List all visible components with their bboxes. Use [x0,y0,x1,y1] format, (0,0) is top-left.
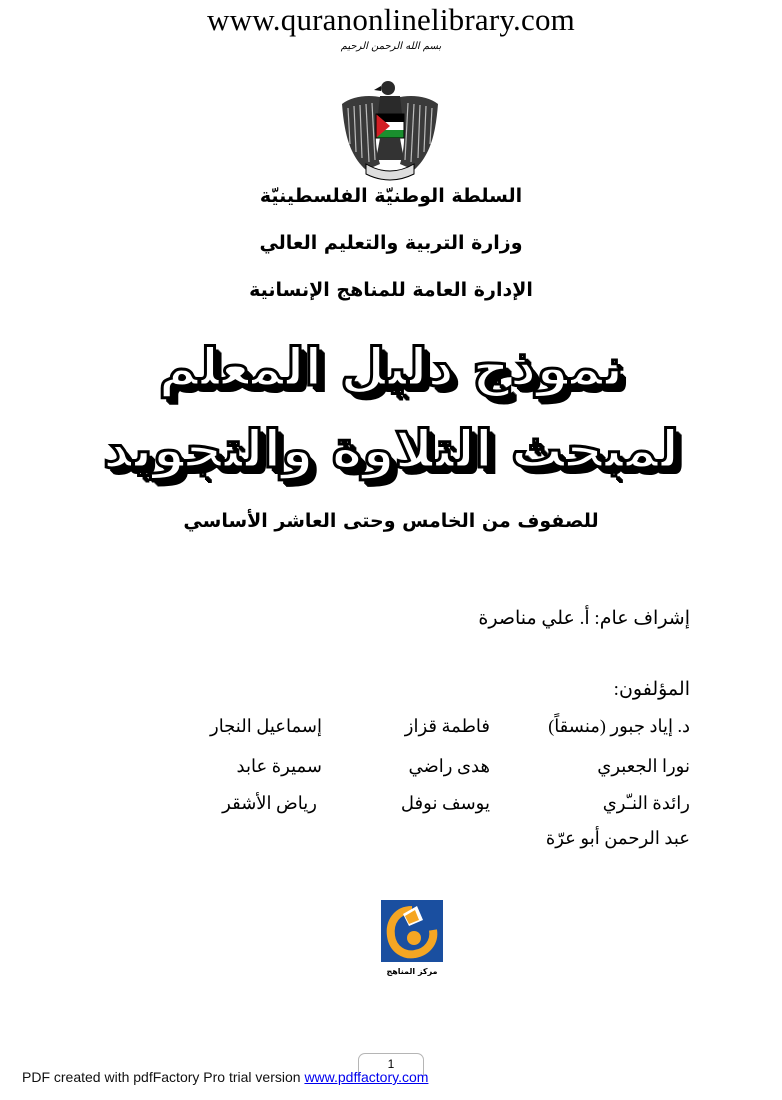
author-name: رائدة النـّري [602,793,690,813]
basmala: بسم الله الرحمن الرحيم [340,41,442,52]
author-name: د. إياد جبور (منسقاً) [548,716,690,736]
center-logo-caption: مركز المناهج [386,967,438,976]
authority-name: السلطة الوطنيّة الفلسطينيّة [259,185,523,207]
author-name: يوسف نوفل [400,793,490,813]
curriculum-center-logo-icon [381,900,443,978]
grades-subtitle: للصفوف من الخامس وحتى العاشر الأساسي [183,510,599,532]
general-supervision: إشراف عام: أ. علي مناصرة [478,608,690,629]
title-line-1: نموذج دليل المعلم [158,338,624,398]
author-name: سميرة عابد [236,756,322,776]
authors-label: المؤلفون: [613,679,690,700]
author-name: رياض الأشقر [222,793,317,813]
author-name: هدى راضي [408,756,490,776]
directorate-name: الإدارة العامة للمناهج الإنسانية [249,279,533,301]
author-name: فاطمة قزاز [404,716,490,736]
page-number: 1 [358,1053,424,1075]
author-name: إسماعيل النجار [210,716,322,736]
pdf-footer [22,1069,428,1085]
pdffactory-link[interactable]: www.pdffactory.com [304,1069,429,1085]
palestinian-eagle-emblem-icon [340,74,440,184]
site-url: www.quranonlinelibrary.com [207,2,575,37]
author-name: عبد الرحمن أبو عرّة [545,828,690,848]
title-line-2: لمبحث التلاوة والتجويد [103,420,679,480]
pdf-footer-text: PDF created with pdfFactory Pro trial version [22,1069,305,1085]
author-name: نورا الجعبري [597,756,690,776]
ministry-name: وزارة التربية والتعليم العالي [259,232,523,254]
